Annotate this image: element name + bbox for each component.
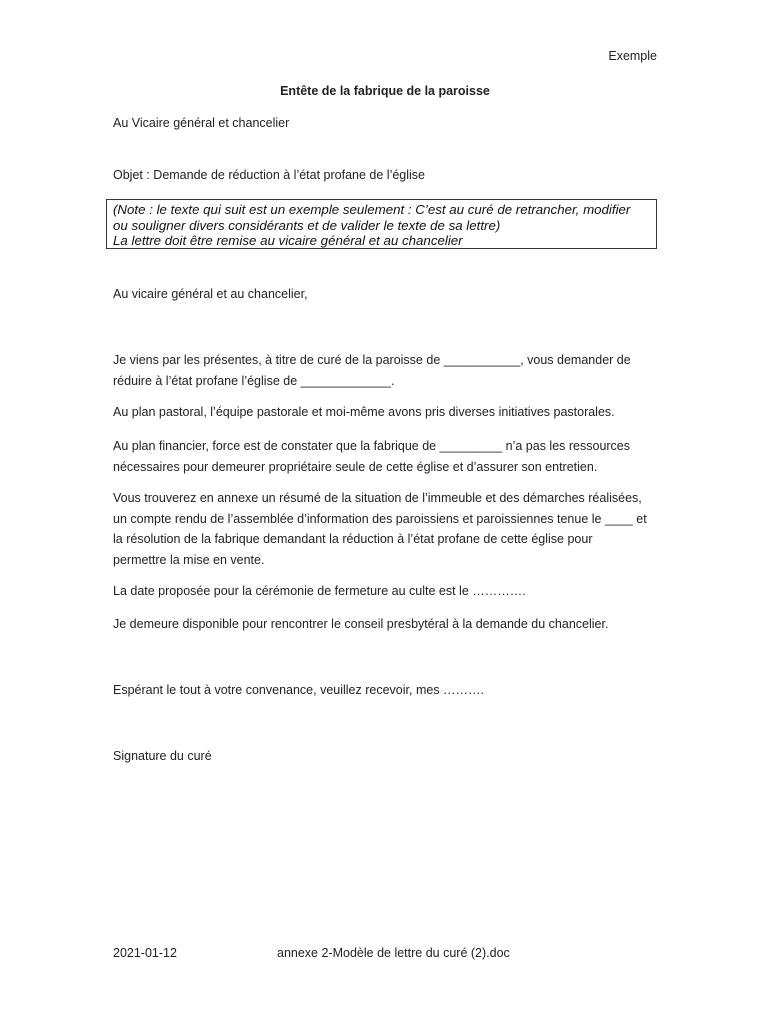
signature-line: Signature du curé: [113, 749, 212, 763]
footer-filename: annexe 2-Modèle de lettre du curé (2).doc: [277, 946, 510, 960]
paragraph-availability: [113, 614, 658, 635]
note-line: ou souligner divers considérants et de valider le texte de sa lettre): [113, 217, 501, 233]
paragraph-request: [113, 350, 658, 391]
paragraph-line: permettre la mise en vente.: [113, 552, 265, 567]
footer-date: 2021-01-12: [113, 946, 177, 960]
paragraph-line: La date proposée pour la cérémonie de fermeture au culte est le ………….: [113, 584, 526, 598]
paragraph-line: Au plan pastoral, l’équipe pastorale et moi-même avons pris diverses initiatives pastorales.: [113, 405, 615, 419]
paragraph-financial: [113, 436, 658, 477]
paragraph-line: un compte rendu de l’assemblée d’information des paroissiens et paroissiennes tenue le ____ et: [113, 511, 647, 526]
paragraph-pastoral: [113, 402, 658, 423]
paragraph-line: la résolution de la fabrique demandant la réduction à l’état profane de cette église pour: [113, 532, 593, 546]
note-line: (Note : le texte qui suit est un exemple seulement : C’est au curé de retrancher, modifier: [113, 202, 631, 217]
paragraph-line: Je demeure disponible pour rencontrer le conseil presbytéral à la demande du chancelier.: [113, 617, 609, 631]
paragraph-line: Je viens par les présentes, à titre de curé de la paroisse de ___________, vous demander de: [113, 353, 631, 367]
paragraph-line: réduire à l’état profane l’église de _____________.: [113, 373, 395, 388]
letterhead-heading: Entête de la fabrique de la paroisse: [280, 84, 490, 98]
paragraph-line: Au plan financier, force est de constater que la fabrique de _________ n’a pas les ressources: [113, 439, 631, 453]
example-label: Exemple: [608, 49, 657, 63]
paragraph-line: Vous trouverez en annexe un résumé de la situation de l’immeuble et des démarches réalisées,: [113, 491, 642, 505]
note-line: La lettre doit être remise au vicaire général et au chancelier: [113, 233, 463, 248]
recipient-line: Au Vicaire général et chancelier: [113, 116, 290, 130]
paragraph-annex: [113, 488, 658, 570]
instruction-note-box: [106, 199, 657, 249]
salutation: Au vicaire général et au chancelier,: [113, 287, 308, 301]
paragraph-line: nécessaires pour demeurer propriétaire seule de cette église et d’assurer son entretien.: [113, 459, 598, 474]
closing-line: Espérant le tout à votre convenance, veuillez recevoir, mes ……….: [113, 683, 485, 697]
subject-line: Objet : Demande de réduction à l’état profane de l’église: [113, 168, 425, 182]
paragraph-ceremony-date: [113, 581, 658, 602]
